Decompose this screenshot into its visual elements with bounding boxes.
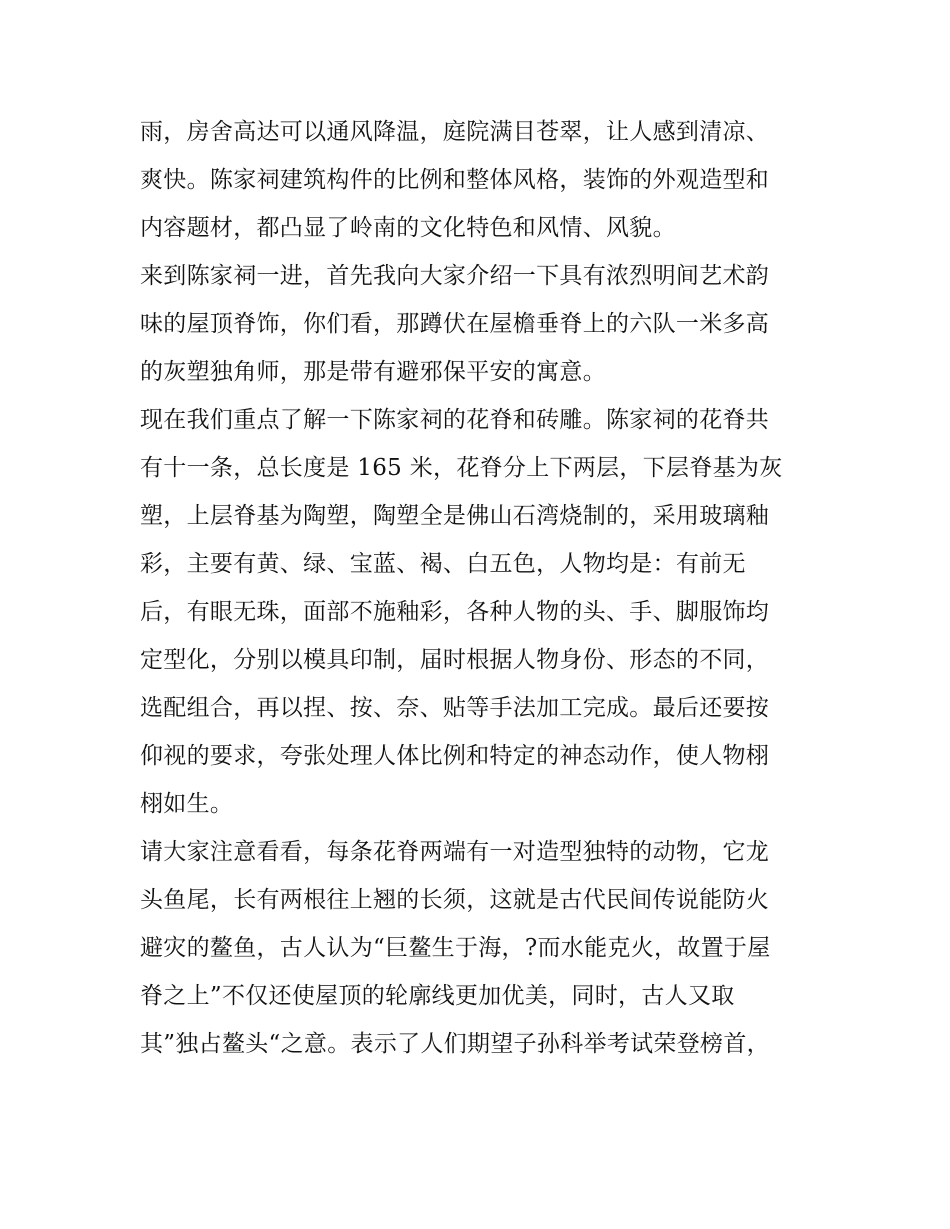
- text-line: 味的屋顶脊饰，你们看，那蹲伏在屋檐垂脊上的六队一米多高: [140, 311, 770, 337]
- text-line: 塑，上层脊基为陶塑，陶塑全是佛山石湾烧制的，采用玻璃釉: [140, 503, 770, 529]
- text-line: 避灾的鳌鱼，古人认为“巨鳌生于海，?而水能克火，故置于屋: [140, 935, 771, 961]
- text-line: 的灰塑独角师，那是带有避邪保平安的寓意。: [140, 359, 606, 385]
- text-line: 来到陈家祠一进，首先我向大家介绍一下具有浓烈明间艺术韵: [140, 263, 770, 289]
- text-line: 后，有眼无珠，面部不施釉彩，各种人物的头、手、脚服饰均: [140, 599, 770, 625]
- text-line: 选配组合，再以捏、按、奈、贴等手法加工完成。最后还要按: [140, 695, 770, 721]
- text-line: 脊之上”不仅还使屋顶的轮廓线更加优美，同时，古人又取: [140, 983, 735, 1009]
- text-line: 爽快。陈家祠建筑构件的比例和整体风格，装饰的外观造型和: [140, 167, 770, 193]
- text-line: 彩，主要有黄、绿、宝蓝、褐、白五色，人物均是：有前无: [140, 551, 746, 577]
- text-line: 仰视的要求，夸张处理人体比例和特定的神态动作，使人物栩: [140, 743, 770, 769]
- body-text: [140, 108, 820, 1068]
- text-line: 栩如生。: [140, 791, 234, 817]
- text-line: 内容题材，都凸显了岭南的文化特色和风情、风貌。: [140, 215, 676, 241]
- text-line: 有十一条，总长度是 165 米，花脊分上下两层，下层脊基为灰: [140, 455, 783, 481]
- text-line: 现在我们重点了解一下陈家祠的花脊和砖雕。陈家祠的花脊共: [140, 407, 770, 433]
- text-line: 头鱼尾，长有两根往上翘的长须，这就是古代民间传说能防火: [140, 887, 770, 913]
- text-line: 请大家注意看看，每条花脊两端有一对造型独特的动物，它龙: [140, 839, 770, 865]
- text-line: 雨，房舍高达可以通风降温，庭院满目苍翠，让人感到清凉、: [140, 119, 770, 145]
- text-line: 其”独占鳌头“之意。表示了人们期望子孙科举考试荣登榜首，: [140, 1031, 770, 1057]
- text-line: 定型化，分别以模具印制，届时根据人物身份、形态的不同，: [140, 647, 770, 673]
